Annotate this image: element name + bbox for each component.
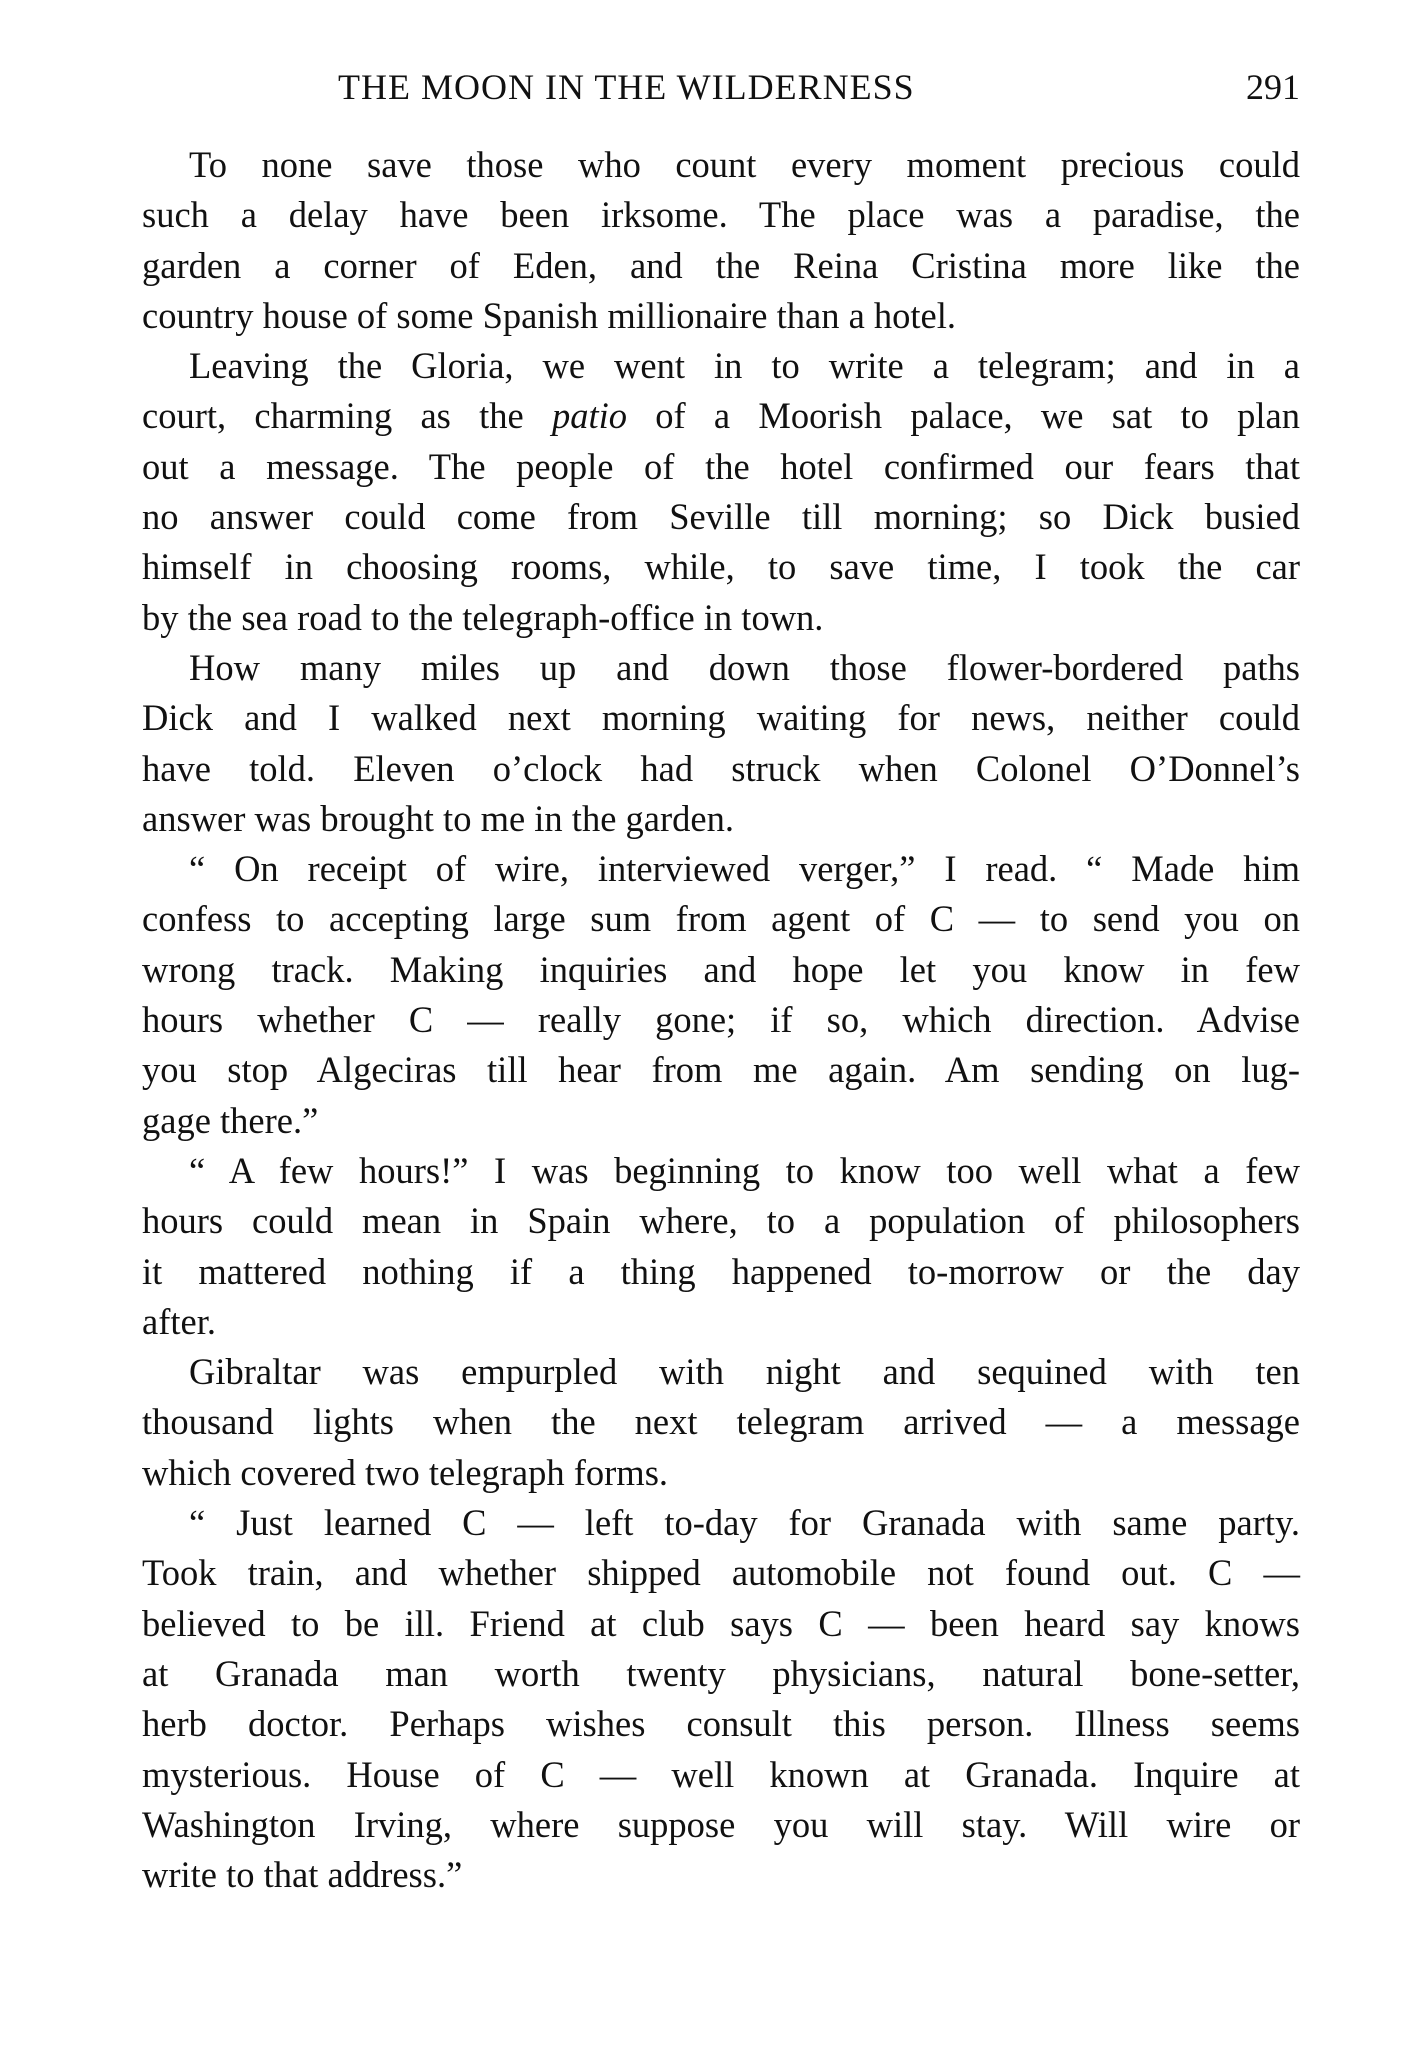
text-line: at Granada man worth twenty physicians, natural bone-setter, — [142, 1652, 1300, 1694]
text-line: country house of some Spanish millionaire than a hotel. — [142, 294, 956, 336]
text-line: out a message. The people of the hotel confirmed our fears that — [142, 445, 1300, 487]
text-line: himself in choosing rooms, while, to save time, I took the car — [142, 546, 1300, 588]
paragraph — [142, 1347, 1300, 1498]
text-line: “ Just learned C — left to-day for Granada with same party. — [189, 1502, 1300, 1544]
text-line: How many miles up and down those flower-bordered paths — [189, 646, 1300, 688]
text-line: gage there.” — [142, 1099, 319, 1141]
text-line: by the sea road to the telegraph-office in town. — [142, 596, 824, 638]
text-line: “ A few hours!” I was beginning to know too well what a few — [189, 1149, 1300, 1191]
text-line: hours whether C — really gone; if so, which direction. Advise — [142, 999, 1300, 1041]
text-line: garden a corner of Eden, and the Reina Cristina more like the — [142, 244, 1300, 286]
text-line: confess to accepting large sum from agent of C — to send you on — [142, 898, 1300, 940]
text-line: thousand lights when the next telegram arrived — a message — [142, 1401, 1300, 1443]
paragraph — [142, 643, 1300, 844]
text-line: believed to be ill. Friend at club says C — been heard say knows — [142, 1602, 1300, 1644]
text-line: To none save those who count every moment precious could — [189, 144, 1300, 185]
page-number: 291 — [1246, 67, 1300, 107]
paragraph — [142, 844, 1300, 1146]
text-line: it mattered nothing if a thing happened to-morrow or the day — [142, 1250, 1300, 1292]
paragraph — [142, 341, 1300, 643]
text-line: after. — [142, 1300, 216, 1342]
text-line: Dick and I walked next morning waiting for news, neither could — [142, 697, 1300, 739]
text-line: hours could mean in Spain where, to a population of philosophers — [142, 1200, 1300, 1242]
text-line: have told. Eleven o’clock had struck when Colonel O’Donnel’s — [142, 747, 1300, 789]
paragraph — [142, 140, 1300, 341]
text-line: write to that address.” — [142, 1854, 463, 1896]
page-body — [142, 140, 1300, 1900]
text-line: court, charming as the patio of a Moorish palace, we sat to plan — [142, 395, 1300, 437]
text-line: mysterious. House of C — well known at Granada. Inquire at — [142, 1753, 1300, 1795]
text-line: Washington Irving, where suppose you will stay. Will wire or — [142, 1803, 1300, 1845]
text-line: herb doctor. Perhaps wishes consult this person. Illness seems — [142, 1703, 1300, 1745]
text-line: wrong track. Making inquiries and hope let you know in few — [142, 948, 1300, 990]
paragraph — [142, 1498, 1300, 1900]
text-line: Leaving the Gloria, we went in to write a telegram; and in a — [189, 345, 1300, 387]
italic-word: patio — [551, 395, 628, 437]
text-line: Took train, and whether shipped automobile not found out. C — — [142, 1552, 1300, 1594]
text-line: which covered two telegraph forms. — [142, 1451, 669, 1493]
paragraph — [142, 1146, 1300, 1347]
text-line: no answer could come from Seville till morning; so Dick busied — [142, 496, 1300, 538]
text-line: answer was brought to me in the garden. — [142, 797, 734, 839]
running-title: THE MOON IN THE WILDERNESS — [338, 67, 915, 107]
text-line: such a delay have been irksome. The place was a paradise, the — [142, 194, 1300, 236]
text-line: “ On receipt of wire, interviewed verger,” I read. “ Made him — [189, 848, 1300, 890]
text-line: Gibraltar was empurpled with night and sequined with ten — [189, 1351, 1300, 1393]
page-header — [142, 66, 1300, 116]
text-line: you stop Algeciras till hear from me again. Am sending on lug- — [142, 1049, 1300, 1091]
